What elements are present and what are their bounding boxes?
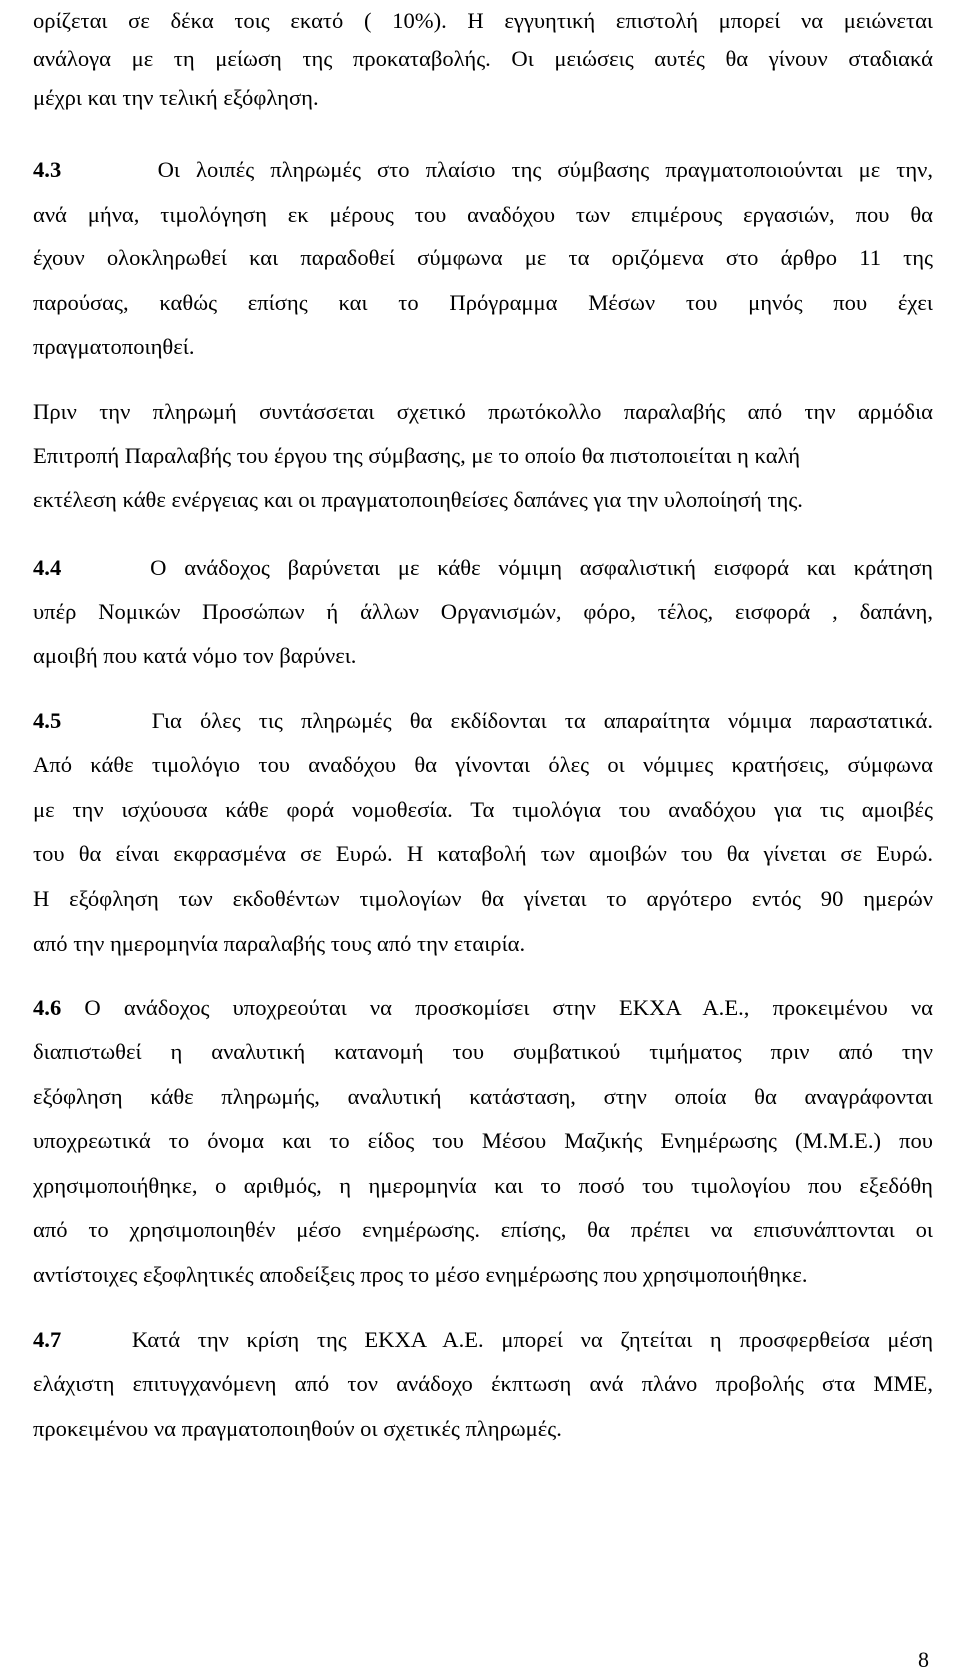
section-4-3-line-2: ανά μήνα, τιμολόγηση εκ μέρους του αναδόχου των επιμέρους εργασιών, που θα bbox=[33, 202, 933, 227]
section-4-4-first-line bbox=[33, 553, 933, 583]
section-number-4-3: 4.3 bbox=[33, 157, 62, 182]
section-4-6-first-line bbox=[33, 993, 933, 1023]
section-4-5-line-3: με την ισχύουσα κάθε φορά νομοθεσία. Τα τιμολόγια του αναδόχου για τις αμοιβές bbox=[33, 797, 933, 822]
section-number-4-4: 4.4 bbox=[33, 555, 62, 580]
section-4-4-line-2: υπέρ Νομικών Προσώπων ή άλλων Οργανισμών, φόρο, τέλος, εισφορά , δαπάνη, bbox=[33, 599, 933, 624]
section-4-7-line-3: προκειμένου να πραγματοποιηθούν οι σχετικές πληρωμές. bbox=[33, 1416, 562, 1441]
receipt-line-3: εκτέλεση κάθε ενέργειας και οι πραγματοποιηθείσες δαπάνες για την υλοποίησή της. bbox=[33, 487, 803, 512]
section-4-5-first-line bbox=[33, 706, 933, 736]
section-4-3-line-3: έχουν ολοκληρωθεί και παραδοθεί σύμφωνα με τα οριζόμενα στο άρθρο 11 της bbox=[33, 245, 933, 270]
section-4-5-line-2: Από κάθε τιμολόγιο του αναδόχου θα γίνονται όλες οι νόμιμες κρατήσεις, σύμφωνα bbox=[33, 752, 933, 777]
section-number-4-5: 4.5 bbox=[33, 708, 62, 733]
section-4-3-first-line bbox=[33, 155, 933, 185]
section-4-6-first-text: Ο ανάδοχος υποχρεούται να προσκομίσει στην ΕΚΧΑ Α.Ε., προκειμένου να bbox=[84, 995, 933, 1020]
section-4-5-line-5: Η εξόφληση των εκδοθέντων τιμολογίων θα γίνεται το αργότερο εντός 90 ημερών bbox=[33, 886, 933, 911]
section-4-6-line-4: υποχρεωτικά το όνομα και το είδος του Μέσου Μαζικής Ενημέρωσης (Μ.Μ.Ε.) που bbox=[33, 1128, 933, 1153]
section-4-4-first-text: Ο ανάδοχος βαρύνεται με κάθε νόμιμη ασφαλιστική εισφορά και κράτηση bbox=[150, 555, 933, 580]
section-4-7-first-line bbox=[33, 1325, 933, 1355]
intro-line-2: ανάλογα με τη μείωση της προκαταβολής. Οι μειώσεις αυτές θα γίνουν σταδιακά bbox=[33, 46, 933, 71]
section-4-7-line-2: ελάχιστη επιτυγχανόμενη από τον ανάδοχο έκπτωση ανά πλάνο προβολής στα ΜΜΕ, bbox=[33, 1371, 933, 1396]
section-4-6-line-5: χρησιμοποιήθηκε, ο αριθμός, η ημερομηνία και το ποσό του τιμολογίου που εξεδόθη bbox=[33, 1173, 933, 1198]
section-4-6-line-7: αντίστοιχες εξοφλητικές αποδείξεις προς το μέσο ενημέρωσης που χρησιμοποιήθηκε. bbox=[33, 1262, 808, 1287]
section-4-6-line-2: διαπιστωθεί η αναλυτική κατανομή του συμβατικού τιμήματος πριν από την bbox=[33, 1039, 933, 1064]
section-4-3-line-4: παρούσας, καθώς επίσης και το Πρόγραμμα Μέσων του μηνός που έχει bbox=[33, 290, 933, 315]
section-4-5-first-text: Για όλες τις πληρωμές θα εκδίδονται τα απαραίτητα νόμιμα παραστατικά. bbox=[151, 708, 934, 733]
page-number: 8 bbox=[918, 1647, 929, 1672]
section-number-4-7: 4.7 bbox=[33, 1327, 62, 1352]
section-4-5-line-4: του θα είναι εκφρασμένα σε Ευρώ. Η καταβολή των αμοιβών του θα γίνεται σε Ευρώ. bbox=[33, 841, 933, 866]
section-number-4-6: 4.6 bbox=[33, 995, 62, 1020]
receipt-line-1: Πριν την πληρωμή συντάσσεται σχετικό πρωτόκολλο παραλαβής από την αρμόδια bbox=[33, 399, 933, 424]
receipt-line-2: Επιτροπή Παραλαβής του έργου της σύμβασης, με το οποίο θα πιστοποιείται η καλή bbox=[33, 443, 801, 468]
section-4-6-line-6: από το χρησιμοποιηθέν μέσο ενημέρωσης. επίσης, θα πρέπει να επισυνάπτονται οι bbox=[33, 1217, 933, 1242]
section-4-6-line-3: εξόφληση κάθε πληρωμής, αναλυτική κατάσταση, στην οποία θα αναγράφονται bbox=[33, 1084, 933, 1109]
section-4-3-line-5: πραγματοποιηθεί. bbox=[33, 334, 195, 359]
section-4-7-first-text: Κατά την κρίση της ΕΚΧΑ Α.Ε. μπορεί να ζητείται η προσφερθείσα μέση bbox=[131, 1327, 934, 1352]
intro-line-1: ορίζεται σε δέκα τοις εκατό ( 10%). Η εγγυητική επιστολή μπορεί να μειώνεται bbox=[33, 8, 933, 33]
section-4-5-line-6: από την ημερομηνία παραλαβής τους από την εταιρία. bbox=[33, 931, 526, 956]
intro-line-3: μέχρι και την τελική εξόφληση. bbox=[33, 85, 319, 110]
section-4-3-first-text: Οι λοιπές πληρωμές στο πλαίσιο της σύμβασης πραγματοποιούνται με την, bbox=[157, 157, 933, 182]
section-4-4-line-3: αμοιβή που κατά νόμο τον βαρύνει. bbox=[33, 643, 357, 668]
